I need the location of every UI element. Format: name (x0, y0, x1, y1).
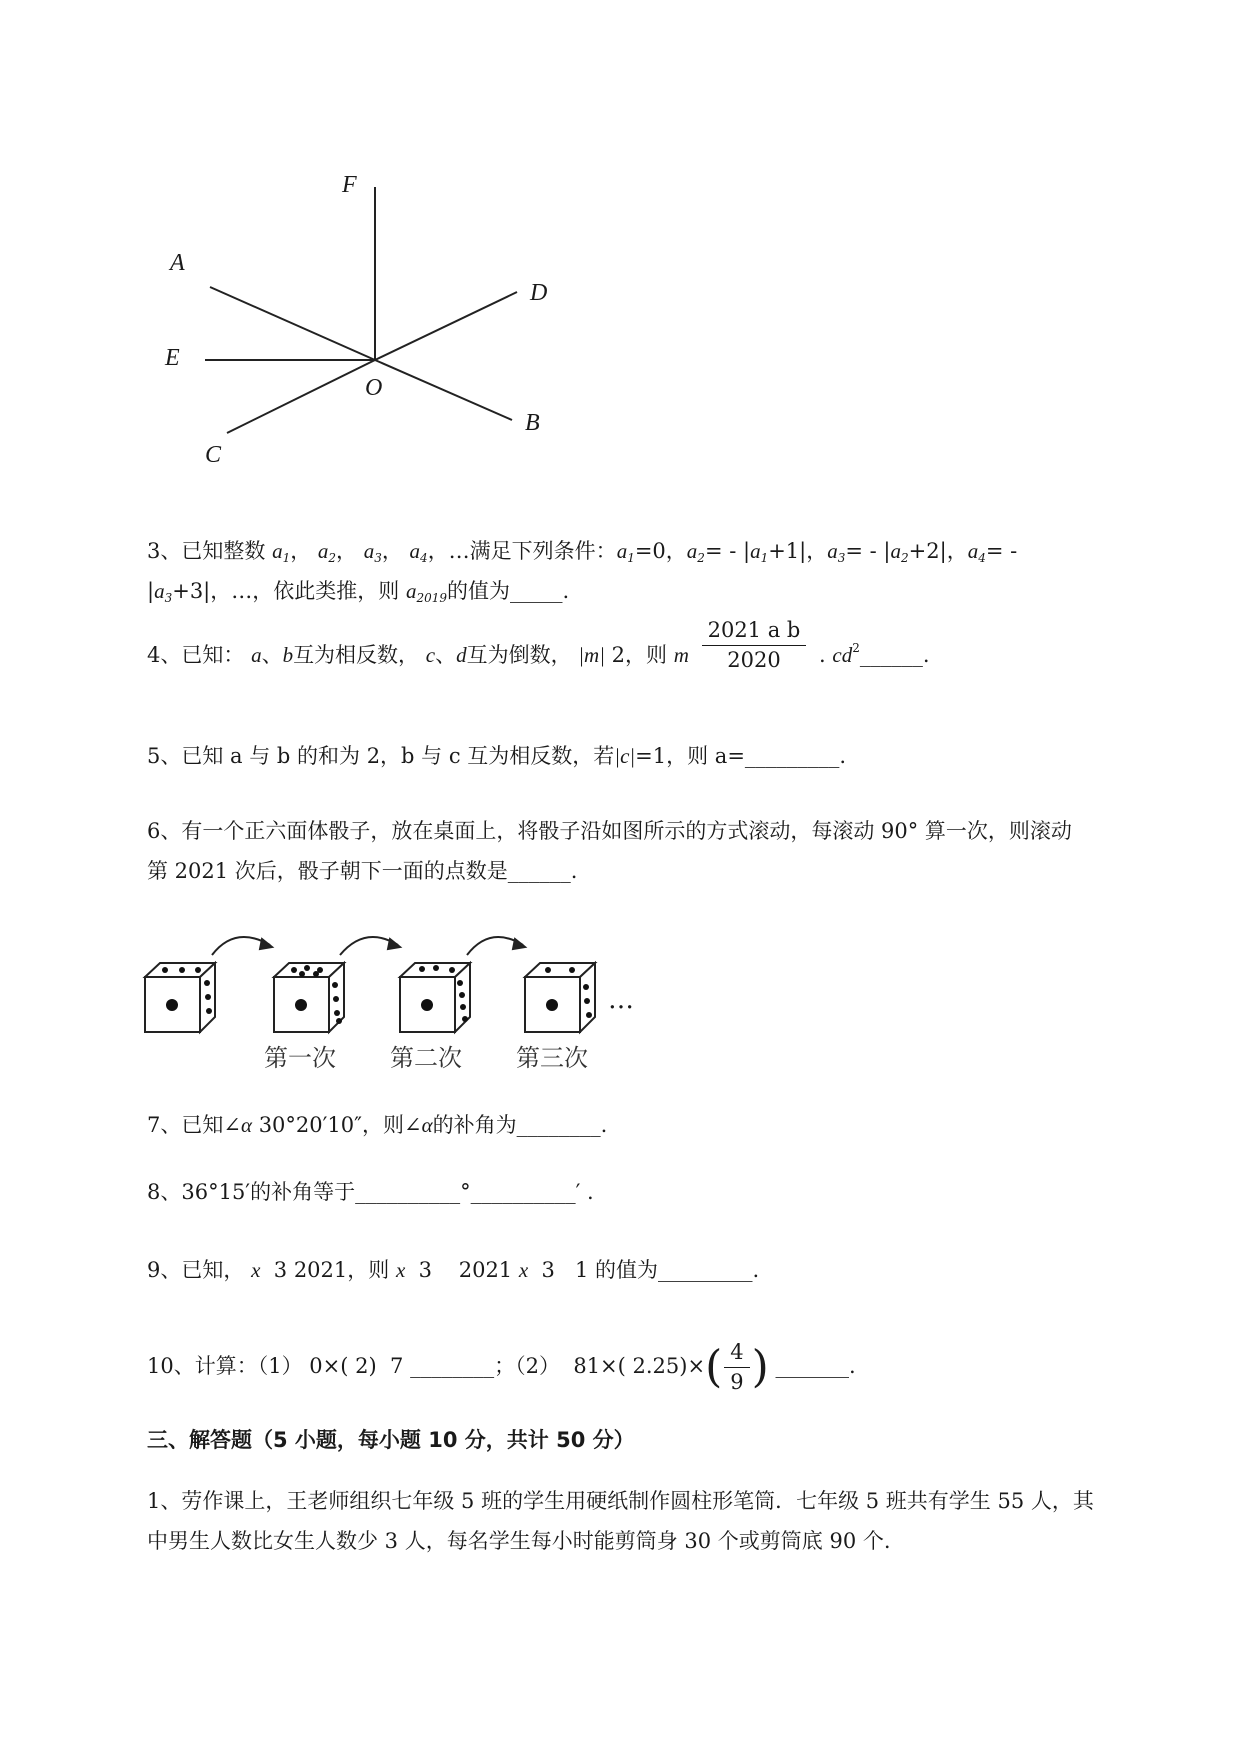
q3-s1-c: 1 (760, 551, 769, 565)
q7-post: 的补角为________. (432, 1113, 608, 1137)
label-o: O (365, 375, 383, 401)
question-4: 4、已知： a、b互为相反数， c、d互为倒数， |m| 2，则 m $\frac{\text{2021 a b}}{2020}$ . $cd^2\_\_\_\_\_\_$. (147, 618, 930, 673)
q3-a4-b: a (967, 539, 979, 563)
q3-line2-open: | (147, 579, 155, 603)
q4-m: m (673, 643, 689, 668)
label-c: C (205, 442, 222, 468)
q4-sep1: 、 (261, 643, 283, 668)
q3-s2019: 2019 (416, 591, 447, 605)
q3-a2019: a (405, 579, 417, 603)
q3-a1: a (272, 539, 283, 563)
q3-eq2: = - | (704, 539, 751, 563)
q3-s3-b: 3 (837, 551, 846, 565)
q3-a3-b: a (827, 539, 838, 563)
q3-s2: 2 (328, 551, 337, 565)
q9-p6: 1 的值为_________. (574, 1258, 760, 1282)
dice-drawing (140, 925, 660, 1035)
q7-pre: 7、已知∠ (147, 1113, 241, 1137)
question-6-line-2 (147, 861, 577, 882)
q4-t2: 互为倒数， (466, 643, 572, 668)
q8-text: 8、36°15′的补角等于__________°__________′ . (147, 1180, 594, 1204)
q10-blank1: ________；（2） (410, 1354, 560, 1379)
q10-paren-open: ( (705, 1341, 723, 1393)
q3-eq1: =0， (634, 539, 687, 563)
q3-s2-b: 2 (697, 551, 705, 565)
q3-line2-end: 的值为_____. (446, 579, 570, 603)
q4-sep2: 、 (435, 643, 457, 668)
q4-frac-den: 2020 (727, 648, 781, 673)
label-b: B (525, 410, 540, 436)
p1-line1: 1、劳作课上，王老师组织七年级 5 班的学生用硬纸制作圆柱形笔筒．七年级 5 班共有学生 55 人，其 (147, 1489, 1094, 1513)
q3-a2: a (317, 539, 329, 563)
q3-a3-c: a (154, 579, 165, 603)
q6-line2: 第 2021 次后，骰子朝下一面的点数是______. (147, 859, 578, 883)
label-f: F (342, 172, 357, 198)
q3-cond: ，…满足下列条件： (427, 539, 617, 563)
question-6-line-1 (147, 821, 1072, 842)
dice-caption-1: 第一次 (264, 1044, 336, 1072)
q4-abs: |m| (578, 643, 605, 668)
ray-ob (375, 360, 512, 420)
ray-oc (227, 360, 375, 433)
dice-figure (140, 925, 660, 1075)
q4-exp: 2 (852, 641, 860, 656)
q10-frac-num: 4 (724, 1340, 749, 1368)
q6-line1: 6、有一个正六面体骰子，放在桌面上，将骰子沿如图所示的方式滚动，每滚动 90° 算一次，则滚动 (147, 819, 1072, 843)
q3-eq3b: +2|， (908, 539, 968, 563)
q10-e1b: 7 (390, 1354, 404, 1379)
q4-cd: cd (832, 643, 853, 668)
label-e: E (165, 345, 180, 371)
die-4 (525, 963, 595, 1032)
q10-paren-close: ) (751, 1341, 769, 1393)
q3-s1-b: 1 (627, 551, 635, 565)
ray-od (375, 292, 517, 360)
angle-figure-lines (150, 180, 570, 470)
q9-p2: 2021，则 (293, 1258, 390, 1282)
q3-a4: a (409, 539, 421, 563)
dice-ellipsis: … (608, 985, 634, 1015)
q10-pre: 10、计算：（1） (147, 1354, 303, 1379)
q3-s3-c: 3 (164, 591, 173, 605)
q7-val: 30°20′10″，则∠ (258, 1113, 422, 1137)
q10-fraction (724, 1340, 749, 1395)
q3-a3: a (363, 539, 375, 563)
q9-p1: 3 (273, 1258, 288, 1282)
q3-eq3: = - | (845, 539, 891, 563)
q3-s4-b: 4 (978, 551, 986, 565)
q9-x1: x (251, 1258, 261, 1282)
dice-caption-2: 第二次 (390, 1044, 462, 1072)
q10-frac-den: 9 (730, 1370, 744, 1395)
ray-oa (210, 287, 375, 360)
q9-pre: 9、已知， (147, 1258, 245, 1282)
q3-intro: 3、已知整数 (147, 539, 266, 563)
die-1 (145, 963, 215, 1032)
q3-s1: 1 (282, 551, 291, 565)
q5-rest: =1，则 a=_________. (635, 744, 847, 768)
question-9 (147, 1260, 759, 1281)
q9-p5: 3 (541, 1258, 555, 1282)
question-5 (147, 746, 846, 767)
q9-x2: x (395, 1258, 406, 1282)
q5-text: 5、已知 a 与 b 的和为 2，b 与 c 互为相反数，若 (147, 744, 615, 768)
q3-eq4: = - (985, 539, 1018, 563)
q10-e1: 0×( 2) (309, 1354, 377, 1379)
q3-line2-mid: +3|，…，依此类推，则 (172, 579, 400, 603)
q7-alpha2: α (421, 1113, 433, 1137)
question-10 (147, 1340, 856, 1395)
p1-line2: 中男生人数比女生人数少 3 人，每名学生每小时能剪筒身 30 个或剪筒底 90 个. (147, 1529, 891, 1553)
question-3-line-2 (147, 581, 569, 604)
question-8 (147, 1182, 594, 1203)
q3-s4: 4 (420, 551, 428, 565)
q10-blank2: _______. (775, 1354, 856, 1379)
q9-p3: 3 (418, 1258, 433, 1282)
q9-x3: x (518, 1258, 529, 1282)
q4-frac-num: 2021 a b (702, 618, 807, 646)
dice-caption-3: 第三次 (516, 1044, 588, 1072)
angle-figure (150, 172, 570, 470)
q3-s3: 3 (374, 551, 382, 565)
q4-a: a (251, 643, 262, 668)
q4-intro: 4、已知： (147, 643, 245, 668)
section-3-title: 三、解答题（5 小题，每小题 10 分，共计 50 分） (147, 1428, 635, 1452)
question-3-line-1: 3、已知整数 $a_1$， $a_2$， $a_3$， $a_4$，…满足下列条件：$a_1=0$，$a_2= - |a_1+1|$，$a_3= - |a_2+2|$，$a_4=$ - (147, 539, 1018, 565)
q5-abs: |c| (614, 744, 636, 768)
problem-1-line-1 (147, 1491, 1094, 1512)
q3-eq2b: +1|， (768, 539, 828, 563)
q3-a1-b: a (616, 539, 628, 563)
q4-b: b (282, 643, 294, 668)
q4-t1: 互为相反数， (293, 643, 420, 668)
q3-s2-c: 2 (901, 551, 909, 565)
label-a: A (170, 250, 185, 276)
q4-blank: ______. (859, 643, 930, 668)
q3-a2-c: a (890, 539, 902, 563)
q3-a1-c: a (750, 539, 761, 563)
q4-eq: 2，则 (611, 643, 668, 668)
q3-a2-b: a (686, 539, 698, 563)
die-3 (400, 963, 470, 1032)
question-7 (147, 1115, 607, 1136)
q4-d: d (456, 643, 467, 668)
q4-fraction (702, 618, 807, 673)
q10-e2: 81×( 2.25)× (573, 1354, 706, 1379)
q9-p4: 2021 (458, 1258, 513, 1282)
q4-c: c (425, 643, 436, 668)
q7-alpha: α (240, 1113, 252, 1137)
label-d: D (530, 280, 548, 306)
problem-1-line-2 (147, 1531, 891, 1552)
